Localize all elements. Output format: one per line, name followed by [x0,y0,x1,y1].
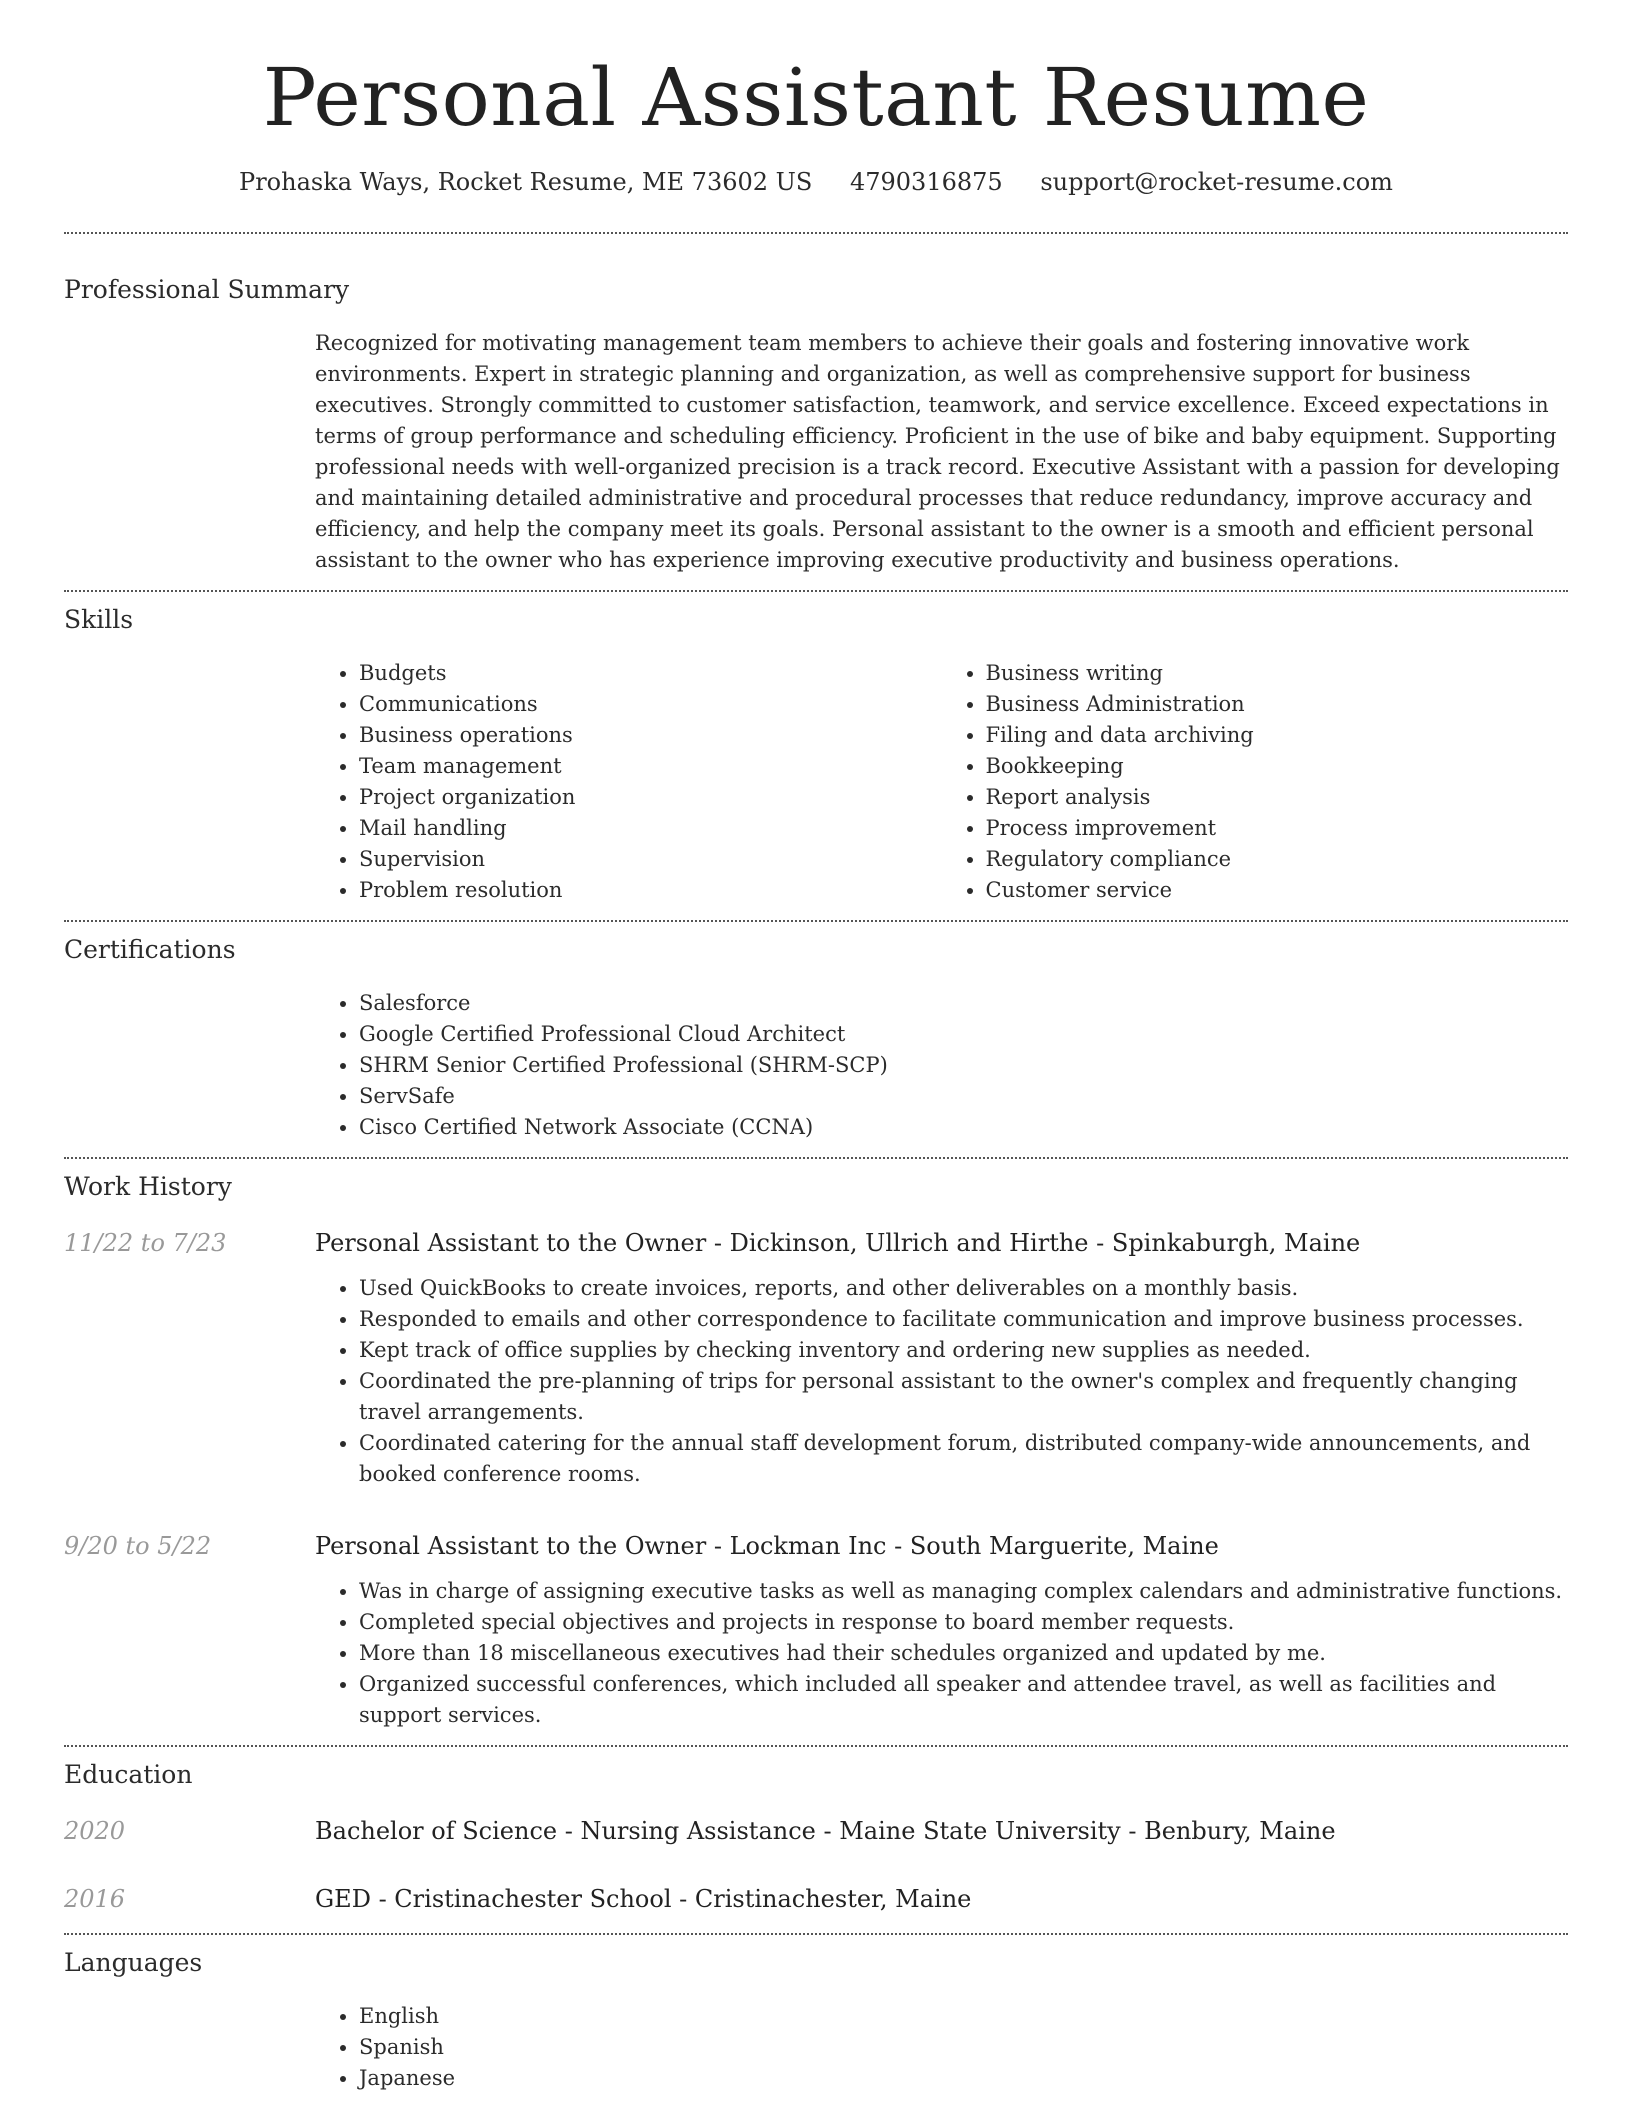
resume-title: Personal Assistant Resume [262,51,1370,144]
list-item: • Mail handling [359,813,942,844]
job-heading: Personal Assistant to the Owner - Dickinson, Ullrich and Hirthe - Spinkaburgh, Maine [315,1229,1361,1257]
resume-page [64,0,1568,2094]
education-entry [64,1815,1568,1847]
list-item: • Was in charge of assigning executive tasks as well as managing complex calendars and administrative functions. [359,1576,1568,1607]
job-header [64,1227,1568,1259]
education-section [64,1747,1568,1933]
job-bullet-list [315,1576,1568,1731]
skills-grid [315,658,1568,920]
list-item: • ServSafe [359,1081,1568,1112]
contact-line [64,166,1568,198]
languages-list [315,2001,1568,2094]
job-heading: Personal Assistant to the Owner - Lockman Inc - South Marguerite, Maine [315,1532,1219,1560]
job-bullets [315,1273,1568,1490]
certifications-list [315,988,1568,1143]
summary-section [64,234,1568,590]
certifications-title: Certifications [64,935,236,964]
education-entry [64,1883,1568,1933]
languages-section [64,1935,1568,2094]
contact-email: support@rocket-resume.com [1040,168,1393,196]
education-text: Bachelor of Science - Nursing Assistance - Maine State University - Benbury, Maine [315,1817,1336,1845]
summary-text: Recognized for motivating management team members to achieve their goals and fostering innovative work environments. Expert in strategic planning and organization, as well as comprehensive support for business executives. Strongly committed to customer satisfaction, teamwork, and service excellence. Exceed expectations in terms of group performance and scheduling efficiency. Proficient in the use of bike and baby equipment. Supporting professional needs with well-organized precision is a track record. Executive Assistant with a passion for developing and maintaining detailed administrative and procedural processes that reduce redundancy, improve accuracy and efficiency, and help the company meet its goals. Personal assistant to the owner is a smooth and efficient personal assistant to the owner who has experience improving executive productivity and business operations. [315,331,1560,572]
list-item: • More than 18 miscellaneous executives had their schedules organized and updated by me. [359,1638,1568,1669]
list-item: • Completed special objectives and projects in response to board member requests. [359,1607,1568,1638]
job-dates: 9/20 to 5/22 [64,1532,212,1560]
list-item: • SHRM Senior Certified Professional (SHRM-SCP) [359,1050,1568,1081]
skills-right-list [942,658,1569,906]
education-year: 2020 [64,1817,126,1845]
list-item: • Supervision [359,844,942,875]
list-item: • Cisco Certified Network Associate (CCNA) [359,1112,1568,1143]
list-item: • Organized successful conferences, which included all speaker and attendee travel, as well as facilities and support services. [359,1669,1568,1731]
job-entry [64,1227,1568,1490]
contact-address: Prohaska Ways, Rocket Resume, ME 73602 US [239,168,813,196]
education-year: 2016 [64,1885,126,1913]
list-item: • Communications [359,689,942,720]
list-item: • Customer service [986,875,1569,906]
education-text: GED - Cristinachester School - Cristinachester, Maine [315,1885,972,1913]
list-item: • Business writing [986,658,1569,689]
job-bullet-list [315,1273,1568,1490]
list-item: • Coordinated the pre-planning of trips for personal assistant to the owner's complex and frequently changing travel arrangements. [359,1366,1568,1428]
list-item: • Business Administration [986,689,1569,720]
work-title: Work History [64,1172,232,1201]
list-item: • Business operations [359,720,942,751]
list-item: • Project organization [359,782,942,813]
list-item: • Kept track of office supplies by checking inventory and ordering new supplies as needed. [359,1335,1568,1366]
skills-left-list [315,658,942,906]
certifications-section [64,922,1568,1157]
list-item: • Budgets [359,658,942,689]
list-item: • Team management [359,751,942,782]
skills-title: Skills [64,605,134,634]
skills-section [64,592,1568,920]
job-entry [64,1530,1568,1745]
job-dates: 11/22 to 7/23 [64,1229,227,1257]
job-header [64,1530,1568,1562]
summary-title: Professional Summary [64,275,350,304]
list-item: • Salesforce [359,988,1568,1019]
list-item: • Used QuickBooks to create invoices, reports, and other deliverables on a monthly basis. [359,1273,1568,1304]
list-item: • Report analysis [986,782,1569,813]
work-section [64,1159,1568,1745]
list-item: • Responded to emails and other correspondence to facilitate communication and improve business processes. [359,1304,1568,1335]
list-item: • Problem resolution [359,875,942,906]
contact-phone: 4790316875 [849,168,1003,196]
list-item: • Coordinated catering for the annual staff development forum, distributed company-wide announcements, and booked conference rooms. [359,1428,1568,1490]
list-item: • Bookkeeping [986,751,1569,782]
list-item: • Filing and data archiving [986,720,1569,751]
certifications-content [315,988,1568,1157]
list-item: • English [359,2001,1568,2032]
list-item: • Japanese [359,2063,1568,2094]
languages-title: Languages [64,1948,203,1977]
education-title: Education [64,1760,193,1789]
job-bullets [315,1576,1568,1745]
list-item: • Spanish [359,2032,1568,2063]
list-item: • Google Certified Professional Cloud Architect [359,1019,1568,1050]
list-item: • Regulatory compliance [986,844,1569,875]
languages-content [315,2001,1568,2094]
list-item: • Process improvement [986,813,1569,844]
